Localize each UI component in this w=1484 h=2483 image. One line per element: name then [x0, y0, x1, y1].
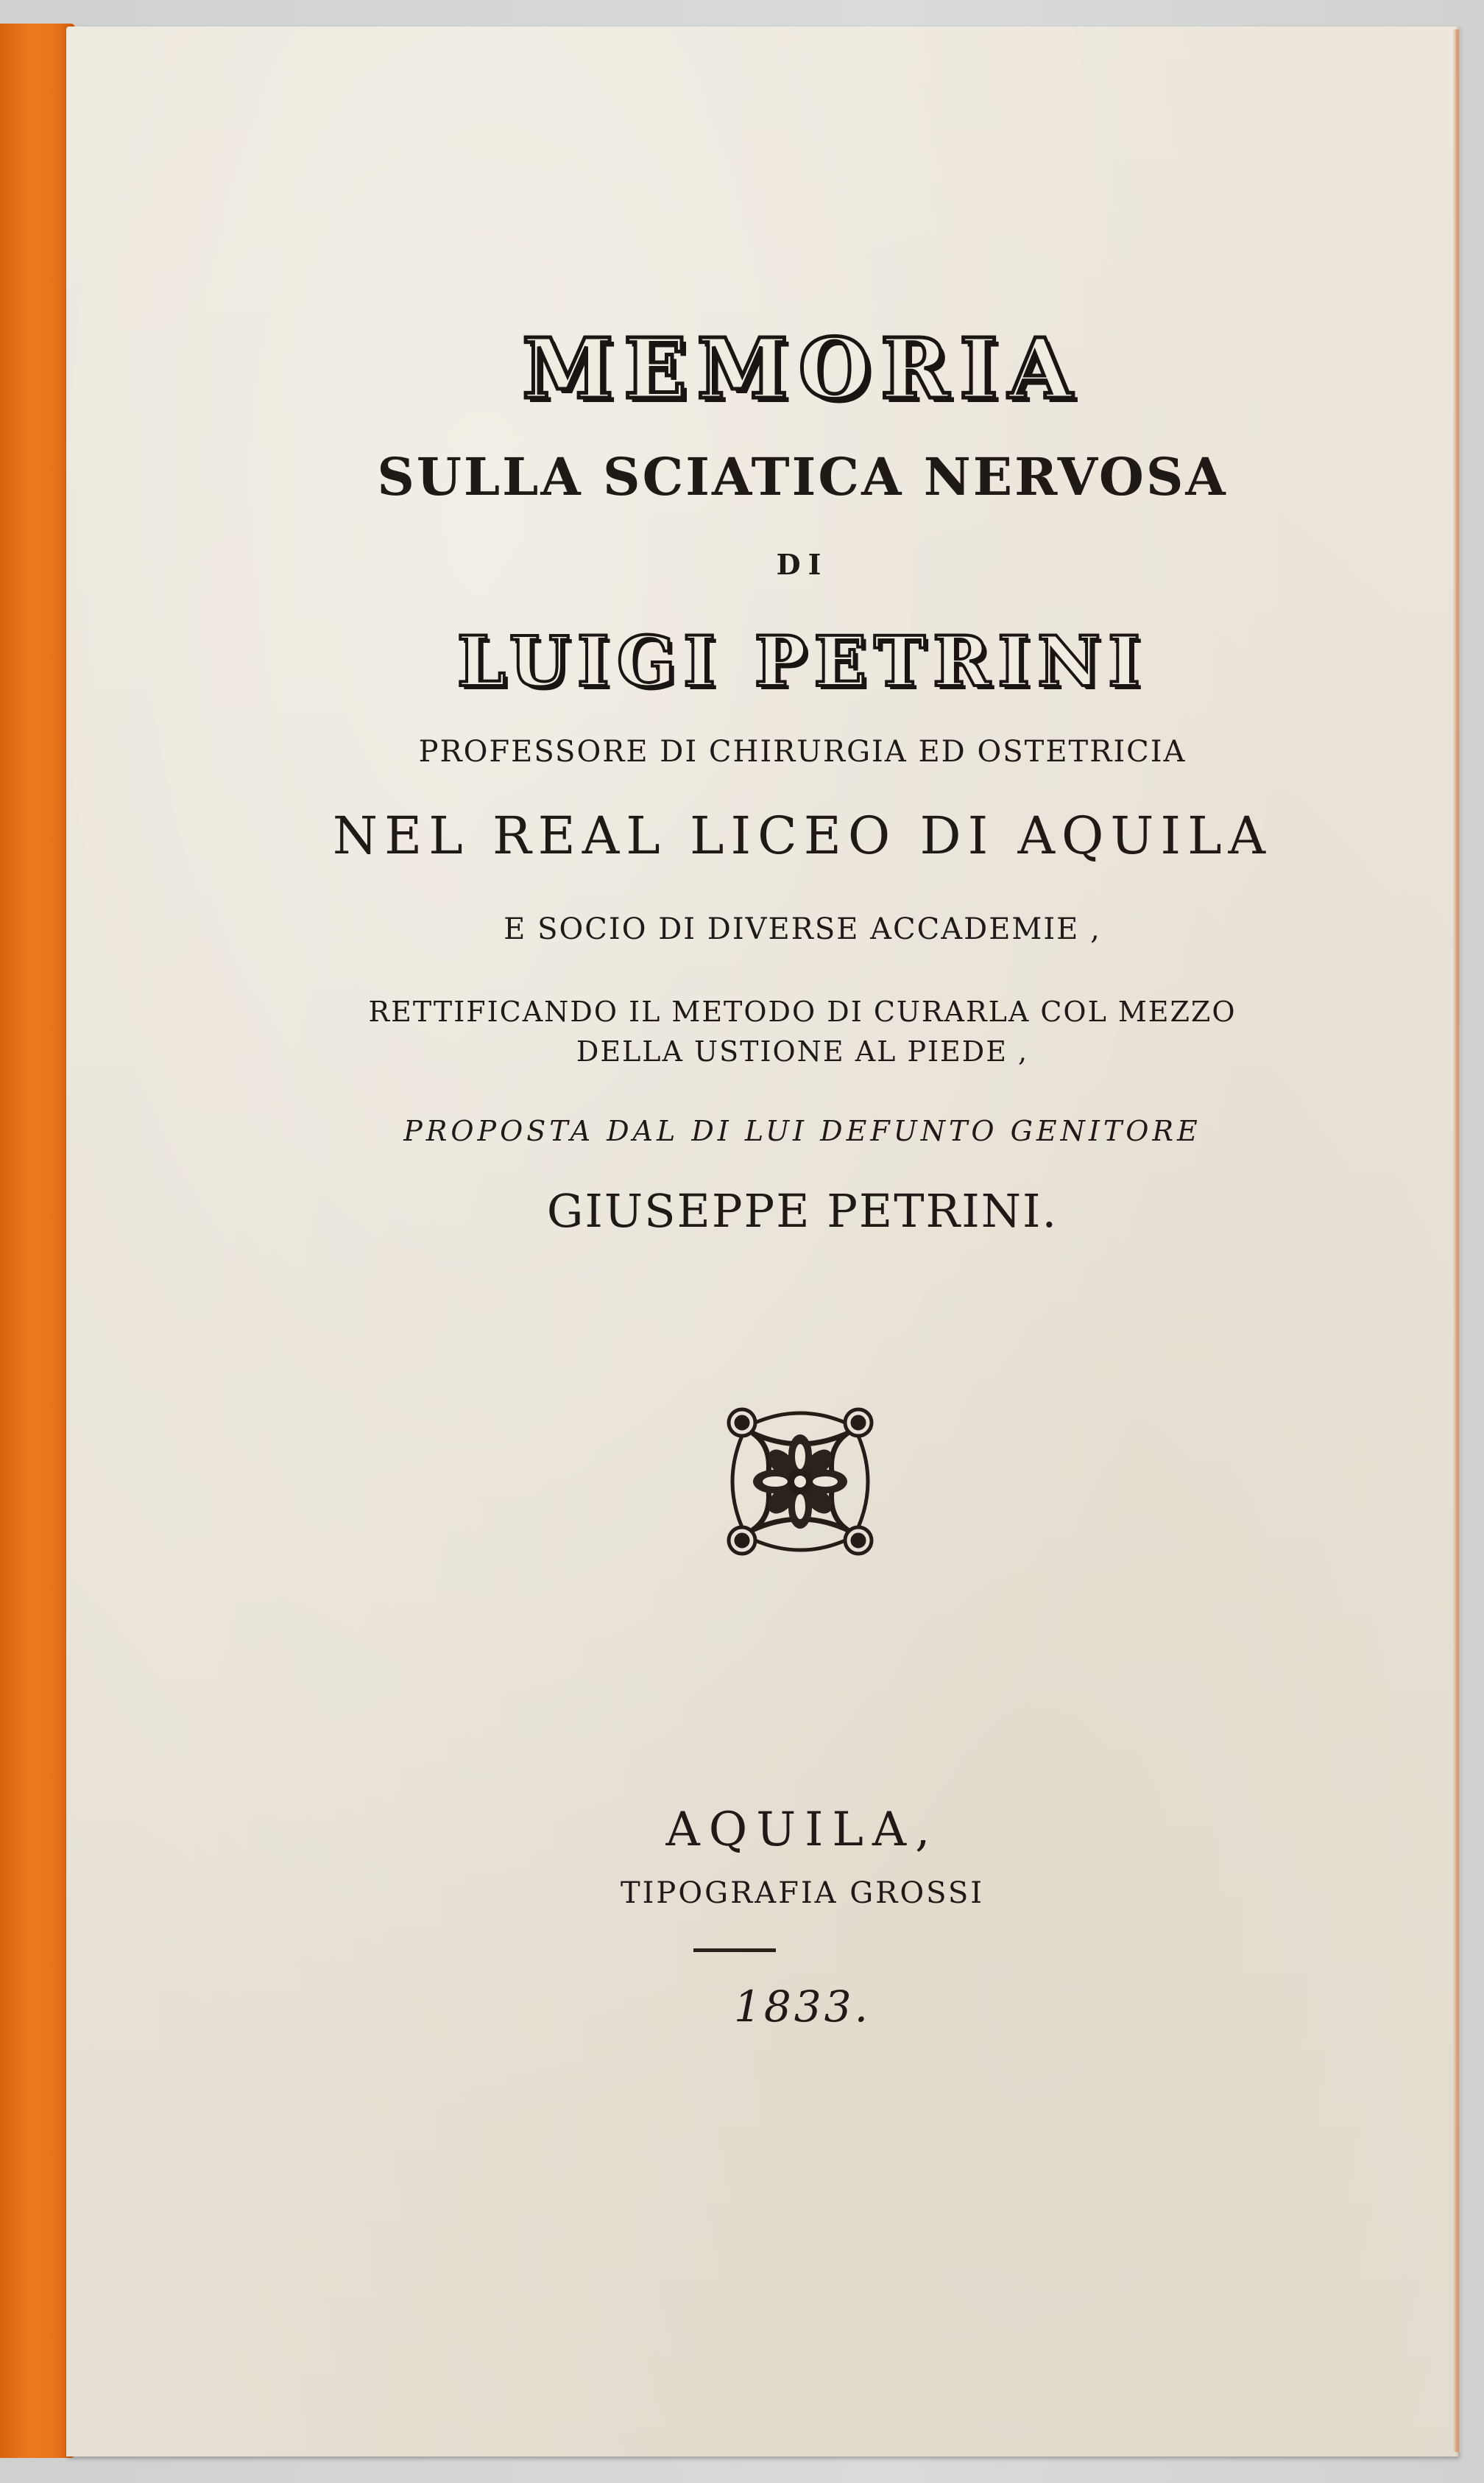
page-edge [1453, 29, 1460, 2452]
publication-place: AQUILA, [665, 1803, 939, 1857]
author-societies: E SOCIO DI DIVERSE ACCADEMIE , [504, 912, 1101, 946]
publication-year: 1833. [733, 1982, 872, 2032]
printer-name: TIPOGRAFIA GROSSI [620, 1876, 985, 1910]
floral-rosette-ornament-icon [723, 1403, 877, 1560]
title-page-text-block [191, 27, 1413, 2456]
author-name: LUIGI PETRINI [456, 621, 1148, 702]
book-subtitle: SULLA SCIATICA NERVOSA [377, 446, 1228, 507]
description-line-2: DELLA USTIONE AL PIEDE , [576, 1035, 1029, 1068]
description-line-1: RETTIFICANDO IL METODO DI CURARLA COL MEZZO [368, 996, 1237, 1028]
title-page [66, 27, 1458, 2456]
author-preposition: DI [776, 548, 829, 581]
book-title: MEMORIA [522, 321, 1083, 418]
author-role: PROFESSORE DI CHIRURGIA ED OSTETRICIA [418, 735, 1187, 769]
proposed-by-line: PROPOSTA DAL DI LUI DEFUNTO GENITORE [403, 1115, 1201, 1147]
orange-spine [0, 24, 75, 2458]
horizontal-rule [693, 1948, 776, 1952]
author-institution: NEL REAL LICEO DI AQUILA [332, 806, 1273, 866]
father-name: GIUSEPPE PETRINI. [546, 1184, 1059, 1238]
